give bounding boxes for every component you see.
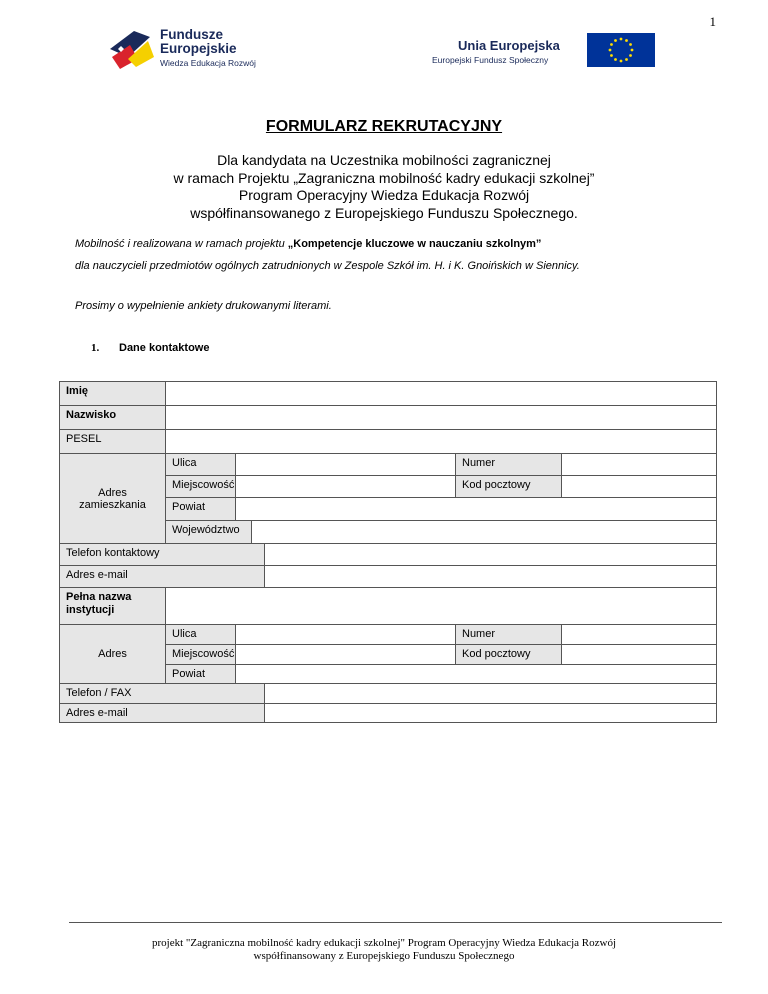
input-kod-pocztowy-2[interactable] xyxy=(561,644,717,665)
footer-divider xyxy=(69,922,722,923)
footer-line: projekt "Zagraniczna mobilność kadry edukacji szkolnej" Program Operacyjny Wiedza Edukacja Rozwój xyxy=(151,937,617,949)
section-number: 1. xyxy=(91,342,100,354)
eu-star xyxy=(620,60,623,63)
eu-star xyxy=(625,58,628,61)
eu-star xyxy=(620,38,623,41)
input-ulica-2[interactable] xyxy=(235,624,456,645)
input-ulica[interactable] xyxy=(235,453,456,476)
footer-text xyxy=(0,937,768,963)
project-name: „Kompetencje kluczowe w nauczaniu szkolnym” xyxy=(287,238,542,250)
intro-text xyxy=(0,152,768,222)
fe-logo-line3: Wiedza Edukacja Rozwój xyxy=(160,58,256,68)
instruction-text: Prosimy o wypełnienie ankiety drukowanymi literami. xyxy=(75,300,332,312)
input-telefon-fax[interactable] xyxy=(264,683,717,704)
label-imie: Imię xyxy=(59,381,166,406)
input-powiat-2[interactable] xyxy=(235,664,717,684)
label-adres-zamieszkania: Adres zamieszkania xyxy=(59,453,166,544)
label-numer-2: Numer xyxy=(455,624,562,645)
input-email-2[interactable] xyxy=(264,703,717,723)
mobility-prefix: Mobilność i realizowana w ramach projektu xyxy=(75,238,288,250)
input-numer[interactable] xyxy=(561,453,717,476)
label-email-2: Adres e-mail xyxy=(59,703,265,723)
intro-line: Program Operacyjny Wiedza Edukacja Rozwój xyxy=(238,187,530,203)
ue-logo-line1: Unia Europejska xyxy=(458,38,560,53)
input-nazwisko[interactable] xyxy=(165,405,717,430)
label-telefon-kontaktowy: Telefon kontaktowy xyxy=(59,543,265,566)
label-telefon-fax: Telefon / FAX xyxy=(59,683,265,704)
section-title: Dane kontaktowe xyxy=(119,342,210,354)
label-ulica-2: Ulica xyxy=(165,624,236,645)
fe-logo-line1: Fundusze xyxy=(160,27,223,42)
intro-line: współfinansowanego z Europejskiego Funduszu Społecznego. xyxy=(190,204,578,221)
label-nazwisko: Nazwisko xyxy=(59,405,166,430)
label-pesel: PESEL xyxy=(59,429,166,454)
eu-star xyxy=(629,43,632,46)
eu-star xyxy=(629,54,632,57)
label-ulica: Ulica xyxy=(165,453,236,476)
label-miejscowosc-2: Miejscowość xyxy=(165,644,236,665)
contact-form-table xyxy=(59,381,717,723)
label-powiat-2: Powiat xyxy=(165,664,236,684)
page-title: FORMULARZ REKRUTACYJNY xyxy=(265,118,503,135)
label-numer: Numer xyxy=(455,453,562,476)
input-wojewodztwo[interactable] xyxy=(251,520,717,544)
label-powiat: Powiat xyxy=(165,497,236,521)
input-numer-2[interactable] xyxy=(561,624,717,645)
intro-line: w ramach Projektu „Zagraniczna mobilność kadry edukacji szkolnej” xyxy=(173,169,595,186)
input-miejscowosc[interactable] xyxy=(235,475,456,498)
eu-star xyxy=(609,49,612,52)
label-email: Adres e-mail xyxy=(59,565,265,588)
eu-star xyxy=(614,58,617,61)
label-kod-pocztowy-2: Kod pocztowy xyxy=(455,644,562,665)
input-telefon-kontaktowy[interactable] xyxy=(264,543,717,566)
input-pelna-nazwa[interactable] xyxy=(165,587,717,625)
eu-flag-icon xyxy=(587,33,655,67)
input-imie[interactable] xyxy=(165,381,717,406)
mobility-line-1 xyxy=(75,238,541,250)
input-pesel[interactable] xyxy=(165,429,717,454)
label-pelna-nazwa: Pełna nazwa instytucji xyxy=(59,587,166,625)
eu-star xyxy=(625,39,628,42)
mobility-line-2: dla nauczycieli przedmiotów ogólnych zatrudnionych w Zespole Szkół im. H. i K. Gnoińskich w Siennicy. xyxy=(75,260,580,272)
ue-logo-line2: Europejski Fundusz Społeczny xyxy=(432,55,549,65)
input-miejscowosc-2[interactable] xyxy=(235,644,456,665)
eu-star xyxy=(610,43,613,46)
eu-star xyxy=(614,39,617,42)
eu-star xyxy=(610,54,613,57)
intro-line: Dla kandydata na Uczestnika mobilności zagranicznej xyxy=(217,152,551,168)
label-adres: Adres xyxy=(59,624,166,684)
input-email[interactable] xyxy=(264,565,717,588)
label-wojewodztwo: Województwo xyxy=(165,520,252,544)
input-powiat[interactable] xyxy=(235,497,717,521)
label-kod-pocztowy: Kod pocztowy xyxy=(455,475,562,498)
label-miejscowosc: Miejscowość xyxy=(165,475,236,498)
input-kod-pocztowy[interactable] xyxy=(561,475,717,498)
footer-line: współfinansowany z Europejskiego Funduszu Społecznego xyxy=(253,950,515,962)
eu-star xyxy=(631,49,634,52)
page-number: 1 xyxy=(709,14,716,29)
fe-logo-line2: Europejskie xyxy=(160,41,237,56)
